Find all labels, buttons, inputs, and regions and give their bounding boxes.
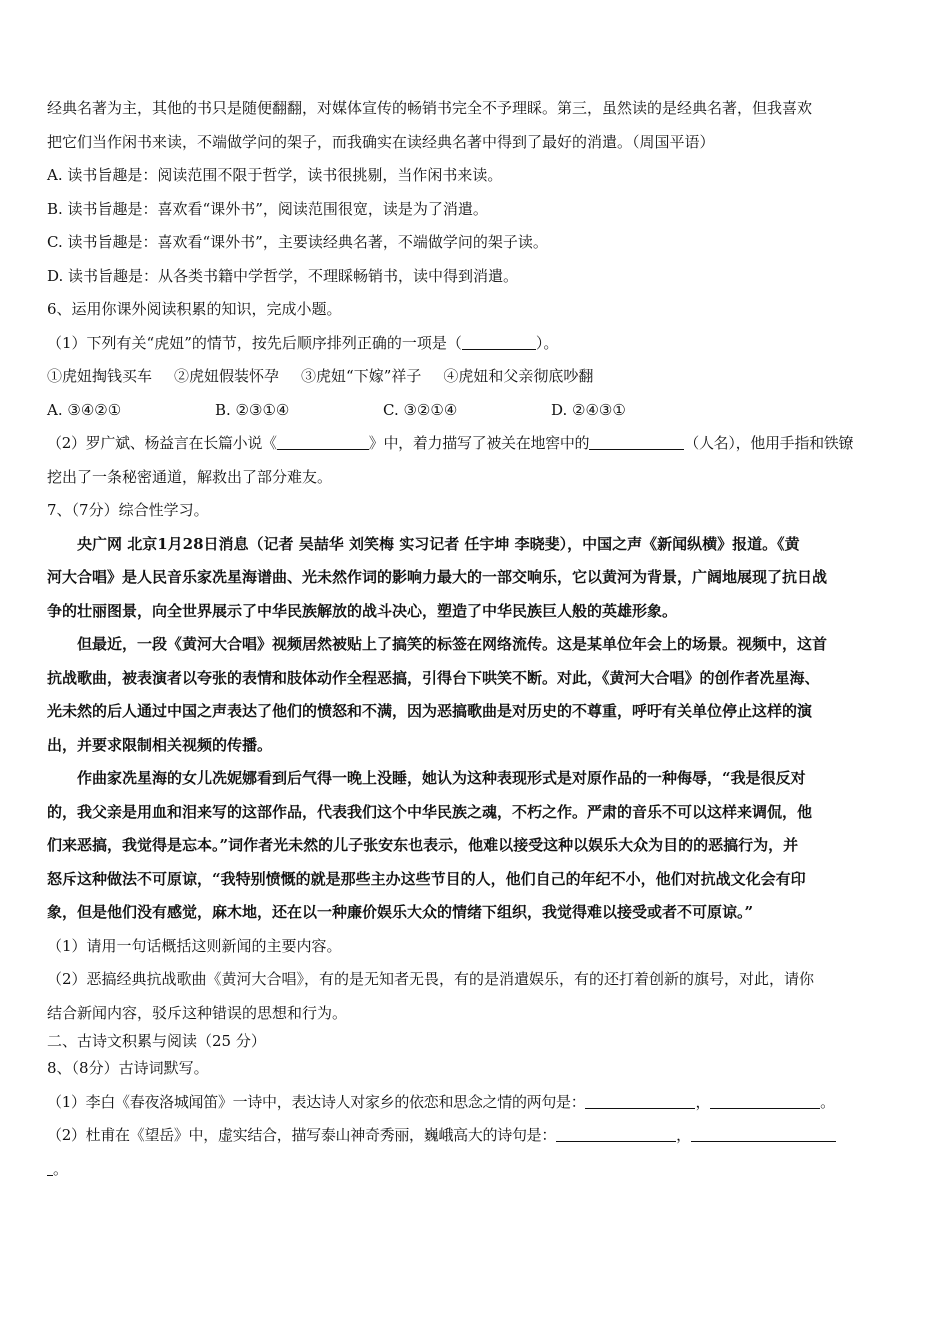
poem-line-blank[interactable] — [585, 1092, 695, 1109]
option-d: D. 读书旨趣是：从各类书籍中学哲学，不理睬畅销书，读中得到消遣。 — [47, 266, 519, 285]
poem-line-blank[interactable] — [556, 1125, 676, 1142]
sub1-period: 。 — [820, 1092, 835, 1111]
question-8-sub2-end — [47, 1153, 907, 1187]
event-item: ①虎妞掏钱买车 — [47, 367, 153, 385]
news-paragraph-line: 作曲家冼星海的女儿冼妮娜看到后气得一晚上没睡，她认为这种表现形式是对原作品的一种侮辱，“我是很反对 — [77, 769, 806, 787]
event-list — [47, 360, 907, 394]
question-7-sub2: （2）恶搞经典抗战歌曲《黄河大合唱》，有的是无知者无畏，有的是消遣娱乐，有的还打着创新的旗号，对此，请你 — [47, 970, 815, 988]
news-paragraph-line: 们来恶搞，我觉得是忘本。”词作者光未然的儿子张安东也表示，他难以接受这种以娱乐大众为目的的恶搞行为，并 — [47, 836, 799, 854]
question-7-sub2-line2: 结合新闻内容，驳斥这种错误的思想和行为。 — [47, 1003, 348, 1022]
sub2-comma: ， — [676, 1126, 691, 1144]
news-paragraph-line: 象，但是他们没有感觉，麻木地，还在以一种廉价娱乐大众的情绪下组织，我觉得难以接受或者不可原谅。” — [47, 903, 754, 921]
event-item: ④虎妞和父亲彻底吵翻 — [443, 367, 594, 385]
option-b: B. 读书旨趣是：喜欢看“课外书”，阅读范围很宽，读是为了消遣。 — [47, 199, 488, 218]
news-paragraph-line: 但最近，一段《黄河大合唱》视频居然被贴上了搞笑的标签在网络流传。这是某单位年会上的场景。视频中，这首 — [77, 635, 828, 653]
question-7-sub1: （1）请用一句话概括这则新闻的主要内容。 — [47, 936, 342, 955]
answer-blank[interactable] — [462, 333, 536, 350]
news-paragraph-line: 出，并要求限制相关视频的传播。 — [47, 735, 273, 754]
choice-c: C. ③②①④ — [383, 400, 458, 419]
news-paragraph-line: 的，我父亲是用血和泪来写的这部作品，代表我们这个中华民族之魂，不朽之作。严肃的音乐不可以这样来调侃，他 — [47, 802, 813, 821]
news-paragraph-line: 怒斥这种做法不可原谅，“我特别愤慨的就是那些主办这些节目的人，他们自己的年纪不小，他们对抗战文化会有印 — [47, 869, 806, 888]
question-6-stem: 6、运用你课外阅读积累的知识，完成小题。 — [47, 300, 342, 318]
question-7-stem: 7、（7分）综合性学习。 — [47, 501, 209, 519]
news-paragraph-line: 抗战歌曲，被表演者以夸张的表情和肢体动作全程恶搞，引得台下哄笑不断。对此，《黄河大合唱》的创作者冼星海、 — [47, 668, 820, 687]
choice-d: D. ②④③① — [551, 400, 626, 419]
sub1-text: （1）下列有关“虎妞”的情节，按先后顺序排列正确的一项是（ — [47, 333, 462, 352]
option-a: A. 读书旨趣是：阅读范围不限于哲学，读书很挑剔，当作闲书来读。 — [47, 166, 503, 184]
passage-line: 把它们当作闲书来读，不端做学问的架子，而我确实在读经典名著中得到了最好的消遣。（周国平语） — [47, 132, 715, 151]
question-8-sub1 — [47, 1086, 907, 1120]
news-paragraph-line: 河大合唱》是人民音乐家冼星海谱曲、光未然作词的影响力最大的一部交响乐，它以黄河为背景，广阔地展现了抗日战 — [47, 568, 828, 586]
event-item: ③虎妞“下嫁”祥子 — [301, 367, 422, 385]
poem-line-blank[interactable] — [710, 1092, 820, 1109]
choice-a: A. ③④②① — [47, 400, 122, 419]
news-paragraph-line: 央广网 北京1月28日消息（记者 吴喆华 刘笑梅 实习记者 任宇坤 李晓斐），中国之声《新闻纵横》报道。《黄 — [77, 534, 800, 553]
sub1-text-end: ）。 — [535, 333, 559, 352]
sub2-text-end: （人名），他用手指和铁镣 — [684, 434, 854, 452]
news-paragraph-line: 光未然的后人通过中国之声表达了他们的愤怒和不满，因为恶搞歌曲是对历史的不尊重，呼吁有关单位停止这样的演 — [47, 702, 813, 720]
sub2-text: （2）杜甫在《望岳》中，虚实结合，描写泰山神奇秀丽，巍峨高大的诗句是： — [47, 1126, 557, 1144]
sub2-end-period: 。 — [53, 1159, 69, 1178]
passage-line: 经典名著为主，其他的书只是随便翻翻，对媒体宣传的畅销书完全不予理睬。第三，虽然读的是经典名著，但我喜欢 — [47, 99, 813, 117]
sub1-text: （1）李白《春夜洛城闻笛》一诗中，表达诗人对家乡的依恋和思念之情的两句是： — [47, 1092, 586, 1111]
person-name-blank[interactable] — [589, 433, 684, 450]
sub1-comma: ， — [695, 1092, 711, 1111]
event-item: ②虎妞假装怀孕 — [174, 367, 280, 385]
question-6-sub2 — [47, 427, 907, 461]
sub2-text-mid: 》中，着力描写了被关在地窖中的 — [368, 434, 590, 452]
question-8-stem: 8、（8分）古诗词默写。 — [47, 1059, 209, 1077]
exam-page — [47, 92, 907, 1186]
question-8-sub2 — [47, 1119, 907, 1153]
novel-title-blank[interactable] — [277, 433, 369, 450]
choice-b: B. ②③①④ — [215, 400, 290, 419]
poem-line-blank[interactable] — [691, 1125, 836, 1142]
sub2-text: （2）罗广斌、杨益言在长篇小说《 — [47, 434, 277, 452]
news-paragraph-line: 争的壮丽图景，向全世界展示了中华民族解放的战斗决心，塑造了中华民族巨人般的英雄形象。 — [47, 601, 678, 620]
question-6-sub2-line2: 挖出了一条秘密通道，解救出了部分难友。 — [47, 467, 333, 486]
option-c: C. 读书旨趣是：喜欢看“课外书”，主要读经典名著，不端做学问的架子读。 — [47, 233, 548, 251]
choice-list — [47, 394, 907, 428]
question-6-sub1 — [47, 327, 907, 361]
section-2-title: 二、古诗文积累与阅读（25 分） — [47, 1032, 266, 1050]
